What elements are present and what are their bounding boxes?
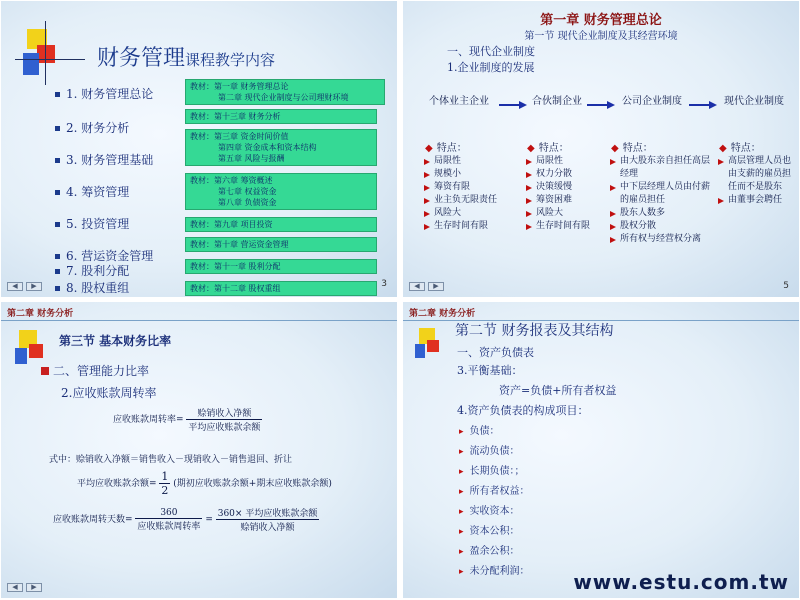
toc-item-5[interactable]: 5. 投资管理: [55, 215, 129, 232]
arrow-right-icon: [689, 101, 717, 109]
textbook-box-4: 教材：第六章 筹资概述 第七章 权益资金 第八章 负债资金: [185, 173, 377, 210]
textbook-box-5: 教材：第九章 项目投资: [185, 217, 377, 232]
chapter-title: 第一章 财务管理总论: [540, 13, 662, 28]
heading-components: 4.资产负债表的构成项目：: [457, 404, 589, 417]
stage-3: 公司企业制度: [622, 96, 682, 107]
textbook-box-2: 教材：第十三章 财务分析: [185, 109, 377, 124]
bs-item-8: ▸ 未分配利润：: [459, 566, 530, 577]
stage-4: 现代企业制度: [724, 96, 784, 107]
toc-item-3[interactable]: 3. 财务管理基础: [55, 151, 153, 168]
chevron-right-icon: ▸: [459, 447, 464, 457]
heading-2: 1.企业制度的发展: [447, 61, 535, 74]
chevron-right-icon: ▸: [459, 527, 464, 537]
chapter-tag: 第二章 财务分析: [7, 309, 74, 319]
header-line: [1, 320, 397, 321]
toc-item-1[interactable]: 1. 财务管理总论: [55, 85, 153, 102]
section-title: 第二节 财务报表及其结构: [455, 323, 614, 339]
toc-item-2[interactable]: 2. 财务分析: [55, 119, 129, 136]
prev-icon[interactable]: ◀: [7, 583, 23, 592]
section-title: 第三节 基本财务比率: [59, 334, 172, 348]
feature-head-3: ◆ 特点：: [611, 143, 653, 154]
feature-list-1: 局限性 规模小 筹资有限 业主负无限责任 风险大 生存时间有限: [423, 155, 519, 233]
watermark: www.estu.com.tw: [573, 570, 789, 594]
slide-enterprise-system[interactable]: [403, 1, 799, 297]
decor-block-blue: [23, 53, 39, 75]
toc-item-4[interactable]: 4. 筹资管理: [55, 183, 129, 200]
stage-1: 个体业主企业: [429, 96, 489, 107]
decor-block-blue: [415, 344, 425, 358]
bs-item-5: ▸ 实收资本：: [459, 506, 520, 517]
toc-item-8[interactable]: 8. 股权重组: [55, 279, 129, 296]
feature-head-4: ◆ 特点：: [719, 143, 761, 154]
stage-2: 合伙制企业: [532, 96, 582, 107]
decor-block-blue: [15, 348, 27, 364]
prev-icon[interactable]: ◀: [409, 282, 425, 291]
decor-block-red: [29, 344, 43, 358]
slide-financial-statements[interactable]: [403, 302, 799, 598]
textbook-box-8: 教材：第十二章 股权重组: [185, 281, 377, 296]
formula-note: 式中：赊销收入净额＝销售收入－现销收入－销售退回、折让: [49, 455, 293, 465]
heading-ar-turnover: 2.应收账款周转率: [61, 386, 157, 400]
chevron-right-icon: ▸: [459, 487, 464, 497]
feature-head-2: ◆ 特点：: [527, 143, 569, 154]
arrow-right-icon: [587, 101, 615, 109]
formula-avg-ar: 平均应收账款余额= $\frac{1}{2}$ (期初应收账款余额+期末应收账款余额): [77, 470, 332, 497]
bs-item-1: ▸ 负债：: [459, 426, 500, 437]
decor-line-v: [45, 21, 46, 85]
feature-list-4: 高层管理人员也由支薪的雇员担任而不是股东 由董事会聘任: [717, 155, 791, 207]
next-icon[interactable]: ▶: [428, 282, 444, 291]
formula-ar-turnover: 应收账款周转率= $\frac{\text{赊销收入净额}}{\text{平均应收账款余额}}$: [113, 406, 262, 433]
feature-list-2: 局限性 权力分散 决策缓慢 筹资困难 风险大 生存时间有限: [525, 155, 607, 233]
page-number: 3: [381, 279, 387, 289]
prev-icon[interactable]: ◀: [7, 282, 23, 291]
chapter-tag: 第二章 财务分析: [409, 309, 476, 319]
slide-financial-ratios[interactable]: [1, 302, 397, 598]
bs-item-3: ▸ 长期负债：；: [459, 466, 525, 477]
bs-item-7: ▸ 盈余公积：: [459, 546, 520, 557]
heading-1: 一、现代企业制度: [447, 45, 535, 58]
bs-item-6: ▸ 资本公积：: [459, 526, 520, 537]
toc-item-7[interactable]: 7. 股利分配: [55, 262, 129, 279]
slide-nav: [7, 583, 42, 592]
formula-ar-days: 应收账款周转天数= $\frac{360}{\text{应收账款周转率}}$ = $\frac{\text{360× 平均应收账款余额}}{\text{赊销收入净额}}$: [53, 507, 318, 533]
textbook-box-6: 教材：第十章 营运资金管理: [185, 237, 377, 252]
slide-title: 财务管理课程教学内容: [97, 46, 276, 71]
textbook-box-3: 教材：第三章 资金时间价值 第四章 资金成本和资本结构 第五章 风险与报酬: [185, 129, 377, 166]
decor-line-h: [15, 59, 85, 60]
decor-block-red: [427, 340, 439, 352]
chevron-right-icon: ▸: [459, 547, 464, 557]
decor-block-red: [37, 45, 55, 63]
accounting-equation: 资产=负债+所有者权益: [499, 384, 617, 397]
slide-nav: [409, 282, 444, 291]
chevron-right-icon: ▸: [459, 507, 464, 517]
next-icon[interactable]: ▶: [26, 282, 42, 291]
heading-management-ratios: 二、管理能力比率: [53, 364, 150, 378]
slide-course-contents[interactable]: [1, 1, 397, 297]
bullet-square: [41, 367, 49, 375]
feature-list-3: 由大股东亲自担任高层经理 中下层经理人员由付薪的雇员担任 股东人数多 股权分散 所有权与经营权分离: [609, 155, 713, 246]
next-icon[interactable]: ▶: [26, 583, 42, 592]
arrow-right-icon: [499, 101, 527, 109]
heading-balance-basis: 3.平衡基础：: [457, 364, 523, 377]
slide-nav: [7, 282, 42, 291]
textbook-box-1: 教材：第一章 财务管理总论 第二章 现代企业制度与公司理财环境: [185, 79, 385, 105]
section-title: 第一节 现代企业制度及其经营环境: [524, 31, 678, 42]
chevron-right-icon: ▸: [459, 567, 464, 577]
feature-head-1: ◆ 特点：: [425, 143, 467, 154]
chevron-right-icon: ▸: [459, 427, 464, 437]
bs-item-2: ▸ 流动负债：: [459, 446, 520, 457]
bs-item-4: ▸ 所有者权益：: [459, 486, 530, 497]
textbook-box-7: 教材：第十一章 股利分配: [185, 259, 377, 274]
toc-item-6[interactable]: 6. 营运资金管理: [55, 247, 153, 264]
page-number: 5: [783, 281, 789, 291]
heading-balance-sheet: 一、资产负债表: [457, 346, 534, 359]
chevron-right-icon: ▸: [459, 467, 464, 477]
